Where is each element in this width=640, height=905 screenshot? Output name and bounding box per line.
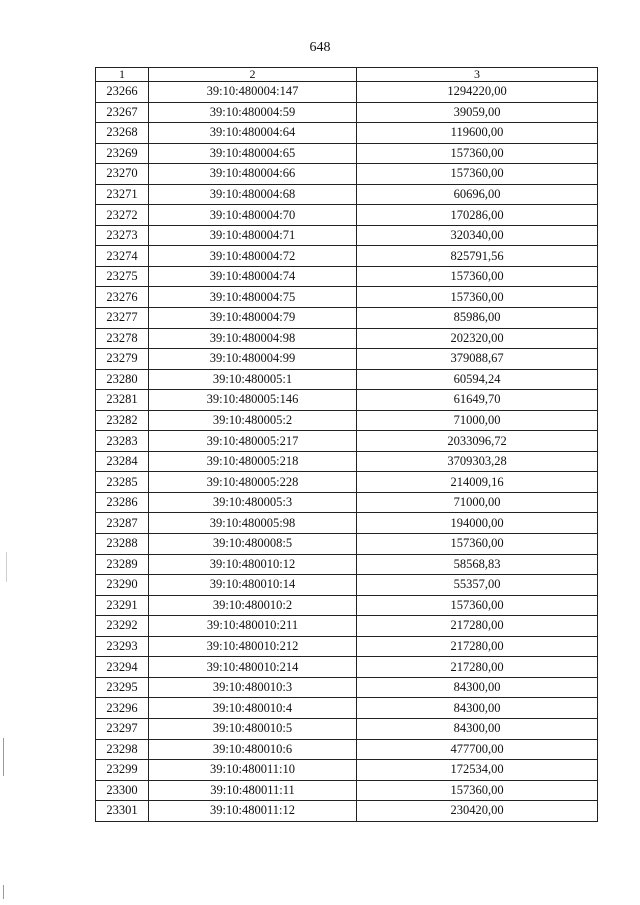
cadastral-value-cell: 230420,00 <box>357 801 598 822</box>
table-row <box>96 698 598 719</box>
cadastral-value-cell: 477700,00 <box>357 739 598 760</box>
cadastral-number-cell: 39:10:480004:68 <box>149 184 357 205</box>
cadastral-value-cell: 157360,00 <box>357 266 598 287</box>
cadastral-value-cell: 214009,16 <box>357 472 598 493</box>
row-number-cell: 23292 <box>96 616 149 637</box>
cadastral-value-cell: 202320,00 <box>357 328 598 349</box>
cadastral-value-cell: 172534,00 <box>357 760 598 781</box>
row-number-cell: 23267 <box>96 102 149 123</box>
table-row <box>96 143 598 164</box>
table-row <box>96 431 598 452</box>
table-row <box>96 349 598 370</box>
cadastral-value-cell: 825791,56 <box>357 246 598 267</box>
cadastral-value-cell: 170286,00 <box>357 205 598 226</box>
cadastral-value-cell: 157360,00 <box>357 534 598 555</box>
table-row <box>96 102 598 123</box>
cadastral-number-cell: 39:10:480005:217 <box>149 431 357 452</box>
cadastral-number-cell: 39:10:480005:3 <box>149 492 357 513</box>
cadastral-value-cell: 71000,00 <box>357 410 598 431</box>
table-row <box>96 369 598 390</box>
cadastral-number-cell: 39:10:480010:214 <box>149 657 357 678</box>
table-row <box>96 205 598 226</box>
cadastral-number-cell: 39:10:480010:211 <box>149 616 357 637</box>
table-row <box>96 739 598 760</box>
table-row <box>96 82 598 103</box>
table-row <box>96 451 598 472</box>
cadastral-value-cell: 60594,24 <box>357 369 598 390</box>
cadastral-value-cell: 85986,00 <box>357 308 598 329</box>
table-row <box>96 287 598 308</box>
row-number-cell: 23272 <box>96 205 149 226</box>
row-number-cell: 23298 <box>96 739 149 760</box>
row-number-cell: 23289 <box>96 554 149 575</box>
cadastral-number-cell: 39:10:480004:59 <box>149 102 357 123</box>
table-row <box>96 328 598 349</box>
table-row <box>96 718 598 739</box>
table-row <box>96 266 598 287</box>
row-number-cell: 23299 <box>96 760 149 781</box>
table-row <box>96 246 598 267</box>
row-number-cell: 23282 <box>96 410 149 431</box>
cadastral-number-cell: 39:10:480004:72 <box>149 246 357 267</box>
cadastral-number-cell: 39:10:480004:64 <box>149 123 357 144</box>
cadastral-value-cell: 1294220,00 <box>357 82 598 103</box>
row-number-cell: 23291 <box>96 595 149 616</box>
cadastral-value-cell: 84300,00 <box>357 677 598 698</box>
row-number-cell: 23290 <box>96 575 149 596</box>
table-row <box>96 595 598 616</box>
row-number-cell: 23276 <box>96 287 149 308</box>
row-number-cell: 23266 <box>96 82 149 103</box>
cadastral-number-cell: 39:10:480010:12 <box>149 554 357 575</box>
column-header-2: 2 <box>149 68 357 82</box>
row-number-cell: 23296 <box>96 698 149 719</box>
cadastral-number-cell: 39:10:480004:75 <box>149 287 357 308</box>
table-row <box>96 616 598 637</box>
cadastral-number-cell: 39:10:480004:79 <box>149 308 357 329</box>
cadastral-value-cell: 157360,00 <box>357 143 598 164</box>
table-row <box>96 636 598 657</box>
cadastral-value-cell: 217280,00 <box>357 636 598 657</box>
table-row <box>96 534 598 555</box>
cadastral-number-cell: 39:10:480011:10 <box>149 760 357 781</box>
table-row <box>96 554 598 575</box>
cadastral-value-cell: 71000,00 <box>357 492 598 513</box>
cadastral-number-cell: 39:10:480005:228 <box>149 472 357 493</box>
row-number-cell: 23280 <box>96 369 149 390</box>
cadastral-value-cell: 84300,00 <box>357 718 598 739</box>
table-row <box>96 184 598 205</box>
column-header-3: 3 <box>357 68 598 82</box>
cadastral-value-cell: 157360,00 <box>357 595 598 616</box>
cadastral-value-cell: 379088,67 <box>357 349 598 370</box>
cadastral-number-cell: 39:10:480005:218 <box>149 451 357 472</box>
row-number-cell: 23270 <box>96 164 149 185</box>
table-row <box>96 657 598 678</box>
cadastral-number-cell: 39:10:480004:65 <box>149 143 357 164</box>
row-number-cell: 23274 <box>96 246 149 267</box>
table-row <box>96 760 598 781</box>
cadastral-value-cell: 119600,00 <box>357 123 598 144</box>
cadastral-value-cell: 58568,83 <box>357 554 598 575</box>
row-number-cell: 23301 <box>96 801 149 822</box>
cadastral-number-cell: 39:10:480011:11 <box>149 780 357 801</box>
cadastral-value-cell: 84300,00 <box>357 698 598 719</box>
row-number-cell: 23295 <box>96 677 149 698</box>
table-row <box>96 410 598 431</box>
cadastral-number-cell: 39:10:480005:1 <box>149 369 357 390</box>
cadastral-number-cell: 39:10:480005:2 <box>149 410 357 431</box>
table-body <box>96 82 598 822</box>
row-number-cell: 23297 <box>96 718 149 739</box>
row-number-cell: 23275 <box>96 266 149 287</box>
table-row <box>96 390 598 411</box>
row-number-cell: 23271 <box>96 184 149 205</box>
row-number-cell: 23281 <box>96 390 149 411</box>
page-number: 648 <box>309 40 331 55</box>
cadastral-value-cell: 60696,00 <box>357 184 598 205</box>
cadastral-number-cell: 39:10:480004:99 <box>149 349 357 370</box>
cadastral-number-cell: 39:10:480005:98 <box>149 513 357 534</box>
cadastral-number-cell: 39:10:480010:14 <box>149 575 357 596</box>
scan-artifact <box>3 738 4 776</box>
table-row <box>96 492 598 513</box>
table-row <box>96 513 598 534</box>
table-row <box>96 123 598 144</box>
cadastral-number-cell: 39:10:480004:147 <box>149 82 357 103</box>
table-row <box>96 164 598 185</box>
cadastral-value-cell: 320340,00 <box>357 225 598 246</box>
table-row <box>96 472 598 493</box>
row-number-cell: 23279 <box>96 349 149 370</box>
cadastral-value-cell: 39059,00 <box>357 102 598 123</box>
cadastral-value-cell: 157360,00 <box>357 780 598 801</box>
cadastral-value-cell: 217280,00 <box>357 616 598 637</box>
column-header-1: 1 <box>96 68 149 82</box>
table-row <box>96 677 598 698</box>
cadastral-number-cell: 39:10:480008:5 <box>149 534 357 555</box>
cadastral-value-table <box>95 67 598 822</box>
cadastral-number-cell: 39:10:480004:74 <box>149 266 357 287</box>
scan-artifact <box>3 885 4 899</box>
cadastral-number-cell: 39:10:480004:71 <box>149 225 357 246</box>
cadastral-value-cell: 55357,00 <box>357 575 598 596</box>
table-row <box>96 780 598 801</box>
table-row <box>96 308 598 329</box>
row-number-cell: 23268 <box>96 123 149 144</box>
cadastral-value-cell: 3709303,28 <box>357 451 598 472</box>
table-row <box>96 575 598 596</box>
cadastral-value-cell: 217280,00 <box>357 657 598 678</box>
cadastral-number-cell: 39:10:480010:4 <box>149 698 357 719</box>
cadastral-value-cell: 194000,00 <box>357 513 598 534</box>
cadastral-number-cell: 39:10:480004:66 <box>149 164 357 185</box>
cadastral-number-cell: 39:10:480004:98 <box>149 328 357 349</box>
cadastral-number-cell: 39:10:480010:2 <box>149 595 357 616</box>
cadastral-number-cell: 39:10:480010:5 <box>149 718 357 739</box>
cadastral-number-cell: 39:10:480004:70 <box>149 205 357 226</box>
row-number-cell: 23285 <box>96 472 149 493</box>
cadastral-number-cell: 39:10:480005:146 <box>149 390 357 411</box>
row-number-cell: 23284 <box>96 451 149 472</box>
row-number-cell: 23286 <box>96 492 149 513</box>
cadastral-number-cell: 39:10:480010:6 <box>149 739 357 760</box>
cadastral-value-cell: 157360,00 <box>357 287 598 308</box>
row-number-cell: 23277 <box>96 308 149 329</box>
row-number-cell: 23294 <box>96 657 149 678</box>
row-number-cell: 23269 <box>96 143 149 164</box>
table-row <box>96 801 598 822</box>
cadastral-value-cell: 157360,00 <box>357 164 598 185</box>
cadastral-value-cell: 61649,70 <box>357 390 598 411</box>
cadastral-number-cell: 39:10:480010:212 <box>149 636 357 657</box>
row-number-cell: 23273 <box>96 225 149 246</box>
row-number-cell: 23300 <box>96 780 149 801</box>
cadastral-number-cell: 39:10:480010:3 <box>149 677 357 698</box>
table-header-row <box>96 68 598 82</box>
row-number-cell: 23278 <box>96 328 149 349</box>
row-number-cell: 23283 <box>96 431 149 452</box>
table-row <box>96 225 598 246</box>
row-number-cell: 23293 <box>96 636 149 657</box>
cadastral-value-cell: 2033096,72 <box>357 431 598 452</box>
row-number-cell: 23288 <box>96 534 149 555</box>
cadastral-number-cell: 39:10:480011:12 <box>149 801 357 822</box>
scan-artifact <box>6 552 7 582</box>
row-number-cell: 23287 <box>96 513 149 534</box>
